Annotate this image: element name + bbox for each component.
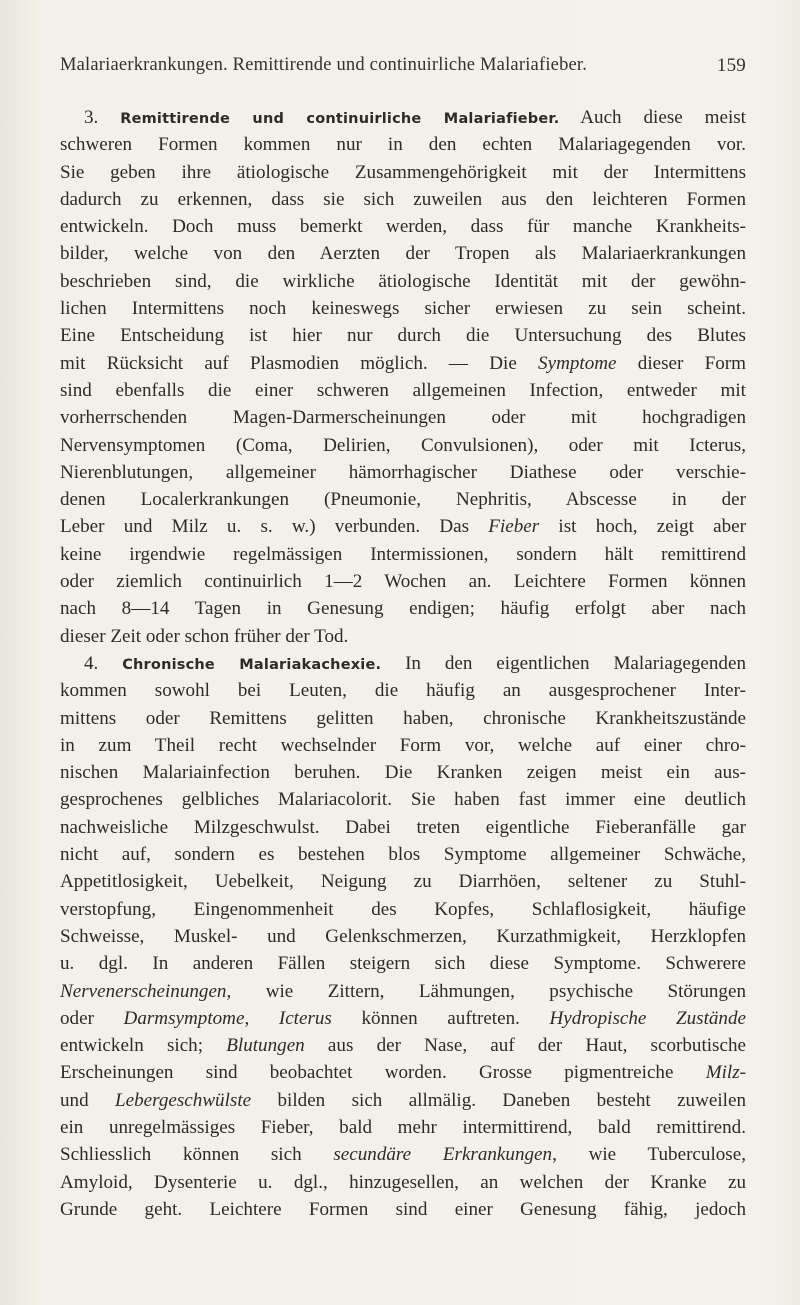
section3-line — [60, 541, 746, 568]
section4-line — [60, 1059, 746, 1086]
section4-line — [60, 841, 746, 868]
section3-line — [60, 213, 746, 240]
text-run: mittens oder Remittens gelitten haben, chronische Krankheitszustände — [60, 707, 746, 729]
emphasis-text: Darmsymptome — [123, 1007, 245, 1029]
section4-line — [60, 814, 746, 841]
text-run: und — [60, 1089, 116, 1111]
text-run: Grunde geht. Leichtere Formen sind einer Genesung fähig, jedoch — [60, 1198, 746, 1220]
text-run: u. dgl. In anderen Fällen steigern sich diese Symptome. Schwerere — [60, 953, 746, 975]
text-run: gesprochenes gelbliches Malariacolorit. Sie haben fast immer eine deutlich — [60, 789, 746, 811]
section4-line — [60, 650, 746, 677]
body-text — [60, 104, 746, 1223]
running-head — [60, 55, 746, 85]
section3-line — [60, 486, 746, 513]
text-run: Schliesslich können sich — [60, 1144, 334, 1166]
section3-line — [60, 623, 746, 650]
section3-line — [60, 350, 746, 377]
text-run: aus der Nase, auf der Haut, scorbutische — [304, 1035, 746, 1057]
text-run: Appetitlosigkeit, Uebelkeit, Neigung zu Diarrhöen, seltener zu Stuhl- — [60, 871, 746, 893]
text-run: schweren Formen kommen nur in den echten Malariagegenden vor. — [60, 134, 746, 156]
section4-line — [60, 1032, 746, 1059]
text-run: nach 8—14 Tagen in Genesung endigen; häufig erfolgt aber nach — [60, 598, 746, 620]
running-head-title: Malariaerkrankungen. Remittirende und continuirliche Malariafieber. — [60, 55, 588, 75]
section4-line — [60, 1005, 746, 1032]
section-heading: Remittirende und continuirliche Malariafieber. — [120, 111, 560, 127]
section4-line — [60, 705, 746, 732]
text-run: Eine Entscheidung ist hier nur durch die Untersuchung des Blutes — [60, 325, 746, 347]
text-run: beschrieben sind, die wirkliche ätiologische Identität mit der gewöhn- — [60, 270, 746, 292]
emphasis-text: Hydropische Zustände — [549, 1007, 746, 1029]
emphasis-text: Fieber — [488, 516, 540, 538]
section4-line — [60, 1114, 746, 1141]
section3-line — [60, 240, 746, 267]
section-heading: Chronische Malariakachexie. — [122, 656, 382, 673]
emphasis-text: Nervenerscheinungen — [60, 980, 227, 1002]
section4-line — [60, 732, 746, 759]
text-run: , wie Zittern, Lähmungen, psychische Störungen — [226, 980, 746, 1002]
text-run: oder ziemlich continuirlich 1—2 Wochen an. Leichtere Formen können — [60, 571, 746, 593]
emphasis-text: Milz- — [705, 1062, 746, 1084]
text-run: Sie geben ihre ätiologische Zusammengehörigkeit mit der Intermittens — [60, 161, 746, 183]
section3-line — [60, 131, 746, 158]
text-run: Schweisse, Muskel- und Gelenkschmerzen, Kurzathmigkeit, Herzklopfen — [60, 925, 746, 947]
section3-line — [60, 459, 746, 486]
text-run: kommen sowohl bei Leuten, die häufig an ausgesprochener Inter- — [60, 680, 746, 702]
text-run: ein unregelmässiges Fieber, bald mehr intermittirend, bald remittirend. — [60, 1116, 746, 1138]
text-run: keine irgendwie regelmässigen Intermissionen, sondern hält remittirend — [60, 543, 746, 565]
section3-line — [60, 295, 746, 322]
section4-line — [60, 978, 746, 1005]
section-number: 3. — [84, 107, 121, 128]
section3-line — [60, 322, 746, 349]
section4-line — [60, 759, 746, 786]
text-run: bilder, welche von den Aerzten der Tropen als Malariaerkrankungen — [60, 243, 746, 265]
text-run: Leber und Milz u. s. w.) verbunden. Das — [60, 516, 489, 538]
text-run: verstopfung, Eingenommenheit des Kopfes, Schlaflosigkeit, häufige — [60, 898, 746, 920]
text-run: in zum Theil recht wechselnder Form vor, welche auf einer chro- — [60, 734, 746, 756]
section3-line — [60, 268, 746, 295]
text-run: nischen Malariainfection beruhen. Die Kranken zeigen meist ein aus- — [60, 762, 746, 784]
section3-line — [60, 159, 746, 186]
emphasis-text: Icterus — [278, 1007, 332, 1029]
text-run: lichen Intermittens noch keineswegs sicher erwiesen zu sein scheint. — [60, 298, 746, 320]
text-run: dadurch zu erkennen, dass sie sich zuweilen aus den leichteren Formen — [60, 188, 746, 210]
text-run: mit Rücksicht auf Plasmodien möglich. — Die — [60, 352, 539, 374]
text-run: In den eigentlichen Malariagegenden — [405, 652, 746, 674]
section3-line — [60, 432, 746, 459]
text-run: bilden sich allmälig. Daneben besteht zuweilen — [251, 1089, 746, 1111]
section4-line — [60, 1169, 746, 1196]
text-run: Nierenblutungen, allgemeiner hämorrhagischer Diathese oder verschie- — [60, 461, 746, 483]
section4-line — [60, 786, 746, 813]
section4-line — [60, 868, 746, 895]
text-run: , — [244, 1007, 279, 1029]
text-run: , wie Tuberculose, — [552, 1144, 746, 1166]
text-run: entwickeln sich; — [60, 1035, 227, 1057]
text-run: dieser Form — [616, 352, 746, 374]
section4-line — [60, 1141, 746, 1168]
text-run: dieser Zeit oder schon früher der Tod. — [60, 625, 349, 647]
page-number: 159 — [716, 55, 746, 76]
section3-line — [60, 104, 746, 131]
section3-line — [60, 595, 746, 622]
section3-line — [60, 404, 746, 431]
text-run: ist hoch, zeigt aber — [539, 516, 746, 538]
emphasis-text: Lebergeschwülste — [115, 1089, 252, 1111]
section3-line — [60, 377, 746, 404]
section4-line — [60, 1196, 746, 1223]
section4-line — [60, 923, 746, 950]
section4-line — [60, 1087, 746, 1114]
section3-line — [60, 568, 746, 595]
section4-line — [60, 677, 746, 704]
text-run: nicht auf, sondern es bestehen blos Symptome allgemeiner Schwäche, — [60, 844, 746, 866]
text-run: entwickeln. Doch muss bemerkt werden, dass für manche Krankheits- — [60, 216, 746, 238]
text-run: nachweisliche Milzgeschwulst. Dabei treten eigentliche Fieberanfälle gar — [60, 816, 746, 838]
text-run: oder — [60, 1007, 124, 1029]
emphasis-text: secundäre Erkrankungen — [333, 1144, 553, 1166]
emphasis-text: Symptome — [538, 352, 617, 374]
section3-line — [60, 513, 746, 540]
text-run: Nervensymptomen (Coma, Delirien, Convulsionen), oder mit Icterus, — [60, 434, 746, 456]
text-run: denen Localerkrankungen (Pneumonie, Nephritis, Abscesse in der — [60, 489, 746, 511]
text-run: Erscheinungen sind beobachtet worden. Grosse pigmentreiche — [60, 1062, 706, 1084]
section3-line — [60, 186, 746, 213]
section-number: 4. — [84, 652, 123, 674]
text-run: Auch diese meist — [580, 107, 746, 128]
section4-line — [60, 950, 746, 977]
text-run: können auftreten. — [331, 1007, 550, 1029]
text-run: Amyloid, Dysenterie u. dgl., hinzugesellen, an welchen der Kranke zu — [60, 1171, 746, 1193]
section4-line — [60, 896, 746, 923]
text-run: sind ebenfalls die einer schweren allgemeinen Infection, entweder mit — [60, 379, 746, 401]
text-run: vorherrschenden Magen-Darmerscheinungen oder mit hochgradigen — [60, 407, 746, 429]
emphasis-text: Blutungen — [226, 1035, 305, 1057]
